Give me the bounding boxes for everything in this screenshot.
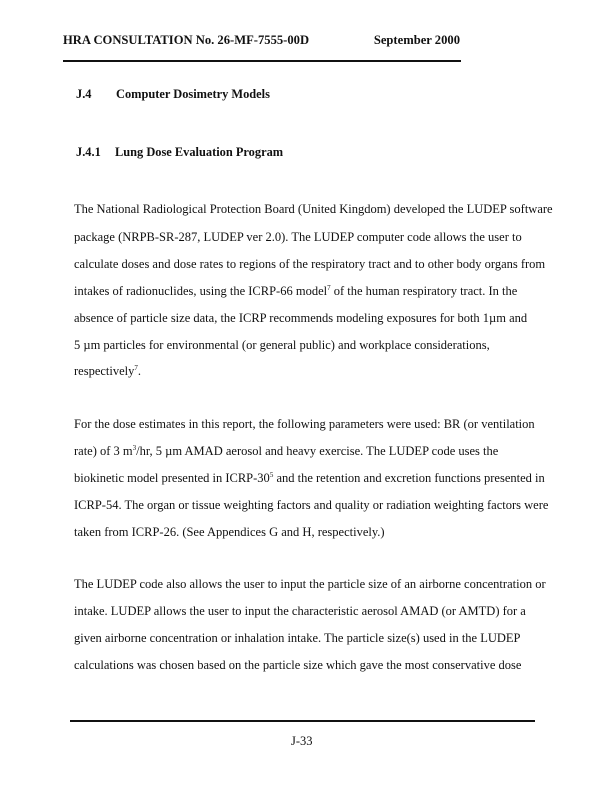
header-title: HRA CONSULTATION No. 26-MF-7555-00D (63, 33, 310, 47)
section-number: J.4.1 (76, 145, 101, 159)
text-line: ICRP-54. The organ or tissue weighting factors and quality or radiation weighting factors were (74, 498, 549, 512)
text-segment: biokinetic model presented in ICRP-30 (74, 471, 270, 485)
footnote-ref: 5 (269, 471, 274, 479)
header-rule (63, 60, 461, 62)
section-heading-j4 (76, 87, 270, 102)
text-line (74, 364, 141, 379)
footnote-ref: 7 (327, 284, 331, 292)
text-line (74, 471, 545, 486)
text-segment: and the retention and excretion functions presented in (273, 471, 545, 485)
text-line: The National Radiological Protection Board (United Kingdom) developed the LUDEP software (74, 202, 553, 216)
text-line: 5 µm particles for environmental (or general public) and workplace considerations, (74, 338, 490, 352)
text-line: calculations was chosen based on the particle size which gave the most conservative dose (74, 658, 522, 672)
footnote-ref: 7 (134, 364, 138, 372)
section-heading-j41 (76, 145, 283, 160)
footer-rule (70, 720, 535, 722)
superscript: 3 (132, 444, 137, 452)
text-segment: of the human respiratory tract. In the (330, 284, 518, 298)
text-line: absence of particle size data, the ICRP recommends modeling exposures for both 1µm and (74, 311, 528, 325)
page-number: J-33 (291, 734, 313, 748)
text-line: For the dose estimates in this report, the following parameters were used: BR (or ventilation (74, 417, 535, 431)
text-segment: intakes of radionuclides, using the ICRP-66 model (74, 284, 328, 298)
text-line: intake. LUDEP allows the user to input the characteristic aerosol AMAD (or AMTD) for a (74, 604, 526, 618)
text-line (74, 444, 498, 459)
section-title: Lung Dose Evaluation Program (115, 145, 284, 159)
text-segment: . (137, 364, 142, 378)
text-line: calculate doses and dose rates to regions of the respiratory tract and to other body organs from (74, 257, 546, 271)
section-number: J.4 (76, 87, 92, 101)
text-line: package (NRPB-SR-287, LUDEP ver 2.0). The LUDEP computer code allows the user to (74, 230, 522, 244)
text-line: The LUDEP code also allows the user to input the particle size of an airborne concentration or (74, 577, 546, 591)
text-line: taken from ICRP-26. (See Appendices G and H, respectively.) (74, 525, 385, 539)
header-date: September 2000 (373, 33, 460, 47)
text-line (74, 284, 517, 299)
text-segment: respectively (74, 364, 135, 378)
section-title: Computer Dosimetry Models (116, 87, 270, 101)
text-line: given airborne concentration or inhalation intake. The particle size(s) used in the LUDEP (74, 631, 521, 645)
text-segment: /hr, 5 µm AMAD aerosol and heavy exercise. The LUDEP code uses the (136, 444, 499, 458)
text-segment: rate) of 3 m (74, 444, 133, 458)
